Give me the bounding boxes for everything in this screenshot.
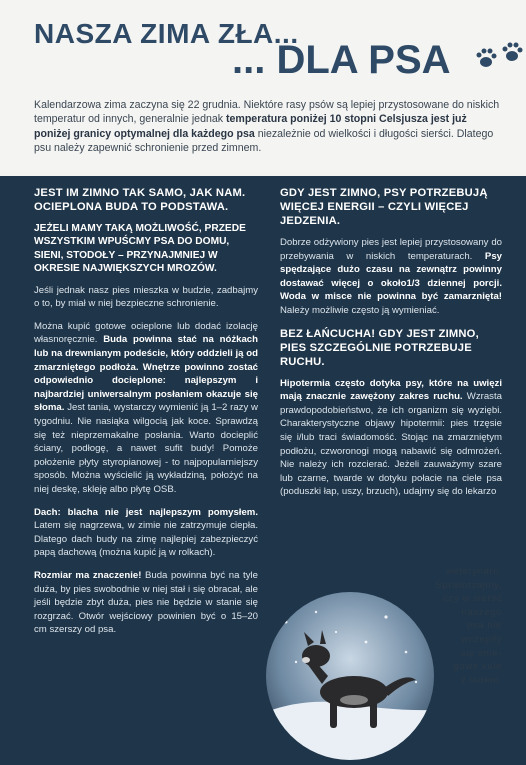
left-column xyxy=(34,186,258,646)
bold-text-run: Hipotermia często dotyka psy, które na uwięzi mają znacznie zawężony zakres ruchu. xyxy=(280,377,502,403)
intro-paragraph xyxy=(34,98,502,156)
bold-text-run: Rozmiar ma znaczenie! xyxy=(34,569,142,581)
left-heading: JEST IM ZIMNO TAK SAMO, JAK NAM. OCIEPLONA BUDA TO PODSTAWA. xyxy=(34,187,246,213)
bold-text-run: dziennej porcji. Woda w misce nie powinna być zamarznięta! xyxy=(280,277,502,303)
tail-line: Sprawdzajmy, xyxy=(435,579,502,591)
text-run: Należy możliwie często ją wymieniać. xyxy=(280,304,440,316)
left-paragraph-4 xyxy=(34,569,258,637)
left-subheading: JEŻELI MAMY TAKĄ MOŻLIWOŚĆ, PRZEDE WSZYSTKIM WPUŚCMY PSA DO DOMU, SIENI, STODOŁY – PRZYNAJMNIEJ W OKRESIE NAJWIĘKSZYCH MROZÓW. xyxy=(34,223,246,275)
right-paragraph-2 xyxy=(280,377,502,499)
text-run: Kalendarzowa zima zaczyna się 22 grudnia. Niektóre rasy psów są lepiej przystosowane do niskich temperatur od innych, generalnie jednak xyxy=(34,99,500,126)
right-heading-1: GDY JEST ZIMNO, PSY POTRZEBUJĄ WIĘCEJ ENERGII – CZYLI WIĘCEJ JEDZENIA. xyxy=(280,187,488,227)
left-paragraph-1: Jeśli jednak nasz pies mieszka w budzie, zadbajmy o to, by miał w niej bezpieczne schronienie. xyxy=(34,284,258,310)
left-paragraph-3 xyxy=(34,506,258,560)
text-run: Można kupić gotowe ocieplone lub dodać izolację własnoręcznie. xyxy=(34,320,258,346)
tail-line: czy w sierść xyxy=(443,593,502,605)
text-run: Jest tania, wystarczy wymienić ją 1–2 razy w tygodniu. Nie nasiąka wilgocią jak koce. Sprawdzą się też nieprzemakalne posłania. Warto docieplić ściany, podłogę, a nawet sufit budy! Pomoże położenie płyty styropianowej - to najpopularniejszy sposób. Można wyścielić ją wykładziną, położyć na niej deskę, skleję albo płytę OSB. xyxy=(34,402,258,495)
bold-text-run: temperatura poniżej 10 stopni Celsjusza jest już poniżej granicy optymalnej dla każdego psa xyxy=(34,113,467,140)
bold-text-run: Dach: blacha nie jest najlepszym pomysłem. xyxy=(34,506,258,518)
left-paragraph-2 xyxy=(34,320,258,497)
title-line-2: ... DLA PSA xyxy=(232,38,451,82)
bold-text-run: 3 xyxy=(414,277,420,289)
tail-line: się śnie- xyxy=(460,647,502,659)
tail-line: weterynarii. xyxy=(445,566,502,577)
right-paragraph-1 xyxy=(280,236,502,318)
bold-text-run: 1/ xyxy=(406,277,415,289)
text-run: niezależnie od wielkości i długości sierści. Dlatego psu należy zapewnić schronienie przed zimnem. xyxy=(34,127,494,155)
tail-line: gowe kule xyxy=(453,661,502,673)
tail-line: z lodem. xyxy=(460,674,502,686)
bold-text-run: Buda powinna stać na nóżkach lub na drewnianym podeście, który oddzieli ją od zmarzniętego podłoża. Wnętrze powinno zostać odpowiednio docieplone: najlepszym i najbardziej uniwersalnym posłaniem okazuje się słoma. xyxy=(34,334,258,414)
tail-line: naszego xyxy=(461,606,502,618)
text-run: Buda powinna być na tyle duża, by pies swobodnie w niej stał i się obracał, ale jeśli będzie zbyt duża, pies nie będzie w stanie się rozgrzać. Otwór wejściowy powinien być o 15–20 cm szerszy od psa. xyxy=(34,569,258,636)
article-header xyxy=(0,0,526,172)
right-heading-2: BEZ ŁAŃCUCHA! GDY JEST ZIMNO, PIES SZCZEGÓLNIE POTRZEBUJE RUCHU. xyxy=(280,327,479,368)
title-line-1: NASZA ZIMA ZŁA... xyxy=(34,18,299,49)
tail-line: psa nie xyxy=(466,620,502,632)
text-run: Latem się nagrzewa, w zimie nie zatrzymuje ciepła. Dlatego dach budy na zimę najlepiej zabezpieczyć papą dachową (można kupić ją w rolkach). xyxy=(34,520,258,559)
text-run: Dobrze odżywiony pies jest lepiej przystosowany do przebywania w niskich temperaturach. xyxy=(280,237,502,262)
bold-text-run: Psy spędzające dużo czasu na zewnątrz powinny dostawać więcej o około xyxy=(280,250,502,289)
text-run: Wzrasta prawdopodobieństwo, że ich organizm się wyziębi. Charakterystyczne objawy hipotermii: pies trzęsie się i/lub traci świadomość. Stojąc na zmarzniętym podłożu, czworonogi mogą nabawić się odmrożeń. Nie należy ich rozcierać. Jeżeli zauważymy szare lub czarne, twarde w dotyku połacie na ciele psa (poduszki łap, uszy, brzuch), udajmy się do lekarzo xyxy=(280,391,502,498)
paw-prints-icon xyxy=(474,42,526,78)
tail-line: wczepiły xyxy=(460,633,502,645)
right-column xyxy=(280,186,502,508)
dog-in-snow-photo xyxy=(266,592,434,760)
